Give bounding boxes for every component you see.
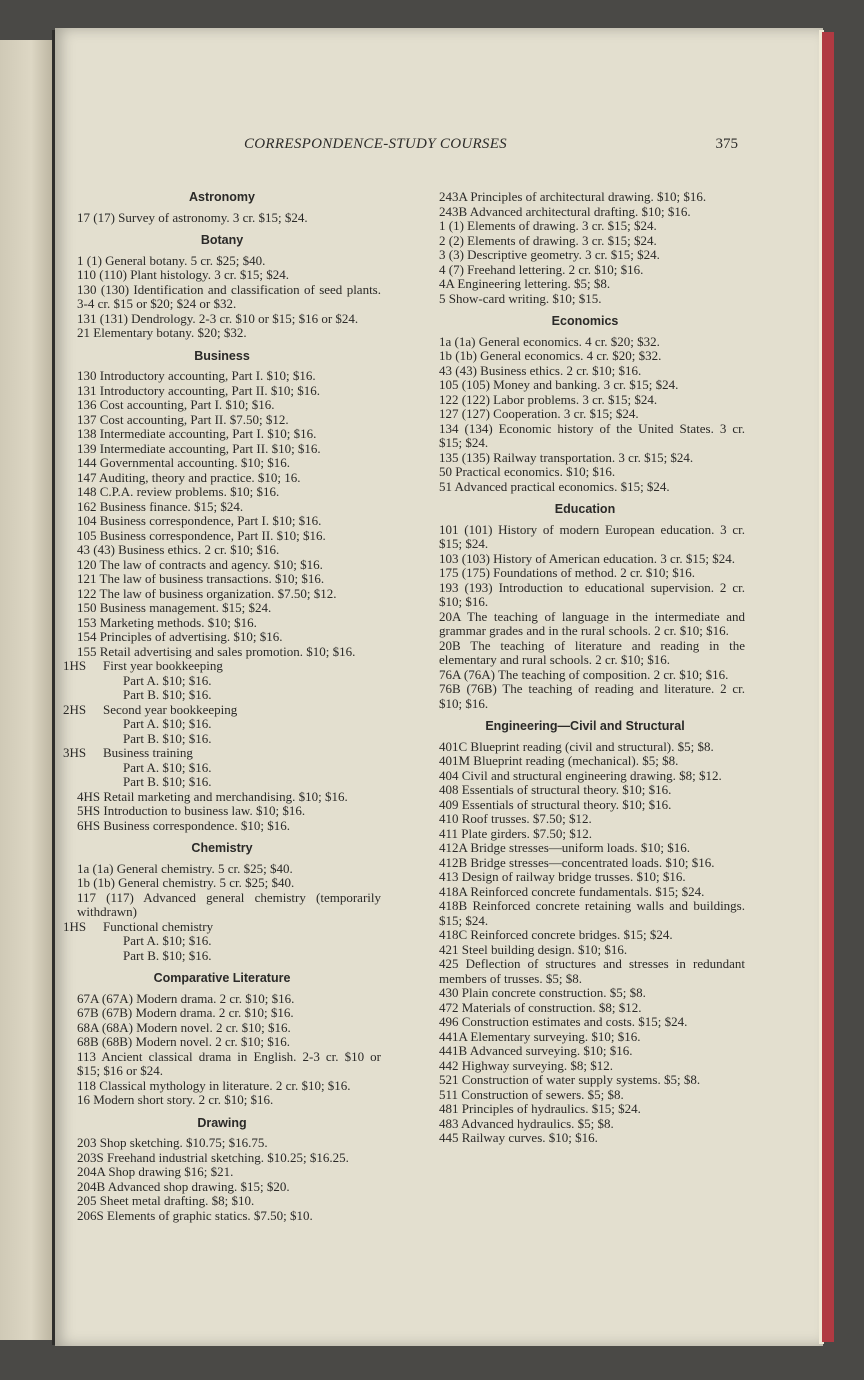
course-entry: 136 Cost accounting, Part I. $10; $16. — [77, 397, 275, 412]
course-entry: 67B (67B) Modern drama. 2 cr. $10; $16. — [77, 1005, 294, 1020]
course-entry: 76A (76A) The teaching of composition. 2 cr. $10; $16. — [439, 666, 729, 682]
course-entry: 412B Bridge stresses—concentrated loads. $10; $16. — [439, 854, 715, 870]
course-entry: 16 Modern short story. 2 cr. $10; $16. — [77, 1092, 274, 1107]
course-entry: 153 Marketing methods. $10; $16. — [77, 614, 257, 630]
course-entry: 113 Ancient classical drama in English. 2-3 cr. $10 or $15; $16 or $24. — [77, 1048, 381, 1078]
section-title-astronomy: Astronomy — [189, 190, 255, 204]
course-entry: 418B Reinforced concrete retaining walls and buildings. $15; $24. — [439, 898, 745, 928]
hs-part: Part A. $10; $16. — [123, 672, 212, 688]
course-entry: 441A Elementary surveying. $10; $16. — [439, 1028, 641, 1044]
section-title-chemistry: Chemistry — [191, 841, 253, 855]
course-entry: 4 (7) Freehand lettering. 2 cr. $10; $16. — [439, 261, 644, 277]
course-entry: 203S Freehand industrial sketching. $10.25; $16.25. — [77, 1149, 349, 1165]
course-entry: 21 Elementary botany. $20; $32. — [77, 325, 247, 340]
course-entry: 511 Construction of sewers. $5; $8. — [439, 1086, 624, 1102]
course-entry: 205 Sheet metal drafting. $8; $10. — [77, 1193, 255, 1208]
course-entry: 135 (135) Railway transportation. 3 cr. $15; $24. — [439, 449, 694, 465]
course-entry: 1 (1) General botany. 5 cr. $25; $40. — [77, 252, 266, 268]
section-title-drawing: Drawing — [197, 1115, 247, 1130]
facing-page — [0, 40, 52, 1340]
course-entry: 131 (131) Dendrology. 2-3 cr. $10 or $15; $16 or $24. — [77, 310, 359, 326]
course-entry: 401M Blueprint reading (mechanical). $5; $8. — [439, 753, 679, 768]
course-entry: 442 Highway surveying. $8; $12. — [439, 1057, 614, 1073]
course-entry: 121 The law of business transactions. $10; $16. — [77, 571, 325, 586]
course-entry: 131 Introductory accounting, Part II. $10; $16. — [77, 382, 320, 398]
course-entry: 110 (110) Plant histology. 3 cr. $15; $24. — [77, 267, 289, 282]
course-entry: 441B Advanced surveying. $10; $16. — [439, 1043, 633, 1058]
hs-title: First year bookkeeping — [103, 658, 223, 673]
hs-course — [63, 746, 381, 761]
course-entry: 1a (1a) General economics. 4 cr. $20; $32. — [439, 333, 660, 349]
course-entry: 50 Practical economics. $10; $16. — [439, 464, 616, 479]
section-title-education: Education — [554, 502, 616, 516]
course-entry: 144 Governmental accounting. $10; $16. — [77, 455, 291, 470]
course-entry: 1b (1b) General chemistry. 5 cr. $25; $40. — [77, 875, 295, 890]
course-entry: 401C Blueprint reading (civil and structural). $5; $8. — [439, 738, 714, 754]
course-entry: 43 (43) Business ethics. 2 cr. $10; $16. — [439, 362, 642, 378]
course-entry: 117 (117) Advanced general chemistry (temporarily withdrawn) — [77, 889, 381, 919]
course-entry: 101 (101) History of modern European education. 3 cr. $15; $24. — [439, 521, 745, 551]
course-entry: 243B Advanced architectural drafting. $10; $16. — [439, 203, 691, 219]
course-entry: 413 Design of railway bridge trusses. $10; $16. — [439, 869, 686, 884]
course-entry: 162 Business finance. $15; $24. — [77, 498, 244, 514]
course-entry: 122 (122) Labor problems. 3 cr. $15; $24. — [439, 391, 658, 407]
course-entry: 137 Cost accounting, Part II. $7.50; $12. — [77, 411, 289, 427]
section-title-business: Business — [194, 348, 250, 363]
course-entry: 418A Reinforced concrete fundamentals. $15; $24. — [439, 883, 705, 899]
right-column — [425, 190, 745, 1146]
hs-title: Functional chemistry — [103, 918, 214, 934]
course-entry: 67A (67A) Modern drama. 2 cr. $10; $16. — [77, 990, 295, 1006]
course-entry: 481 Principles of hydraulics. $15; $24. — [439, 1101, 641, 1116]
section-title-comparative-literature: Comparative Literature — [153, 971, 291, 985]
book-cover-edge — [822, 32, 834, 1342]
course-entry: 139 Intermediate accounting, Part II. $10; $16. — [77, 440, 321, 456]
course-entry: 445 Railway curves. $10; $16. — [439, 1130, 598, 1145]
section-title-economics: Economics — [551, 314, 619, 328]
course-entry: 1b (1b) General economics. 4 cr. $20; $32. — [439, 348, 662, 363]
course-entry: 483 Advanced hydraulics. $5; $8. — [439, 1115, 614, 1131]
course-entry: 148 C.P.A. review problems. $10; $16. — [77, 484, 280, 499]
hs-course — [63, 920, 381, 935]
course-entry: 243A Principles of architectural drawing. $10; $16. — [439, 189, 707, 204]
course-entry: 204B Advanced shop drawing. $15; $20. — [77, 1178, 290, 1194]
course-entry: 155 Retail advertising and sales promotion. $10; $16. — [77, 643, 356, 659]
course-entry: 412A Bridge stresses—uniform loads. $10; $16. — [439, 840, 690, 855]
page-number: 375 — [715, 136, 738, 152]
course-entry: 408 Essentials of structural theory. $10; $16. — [439, 782, 672, 797]
course-entry: 17 (17) Survey of astronomy. 3 cr. $15; $24. — [77, 209, 308, 225]
course-entry: 425 Deflection of structures and stresses in redundant members of trusses. $5; $8. — [439, 956, 745, 986]
hs-code: 1HS — [63, 918, 87, 934]
hs-title: Second year bookkeeping — [103, 701, 238, 717]
course-entry: 496 Construction estimates and costs. $15; $24. — [439, 1014, 688, 1029]
course-entry: 76B (76B) The teaching of reading and literature. 2 cr. $10; $16. — [439, 681, 745, 711]
course-entry: 411 Plate girders. $7.50; $12. — [439, 825, 592, 841]
course-entry: 410 Roof trusses. $7.50; $12. — [439, 811, 592, 826]
course-entry: 120 The law of contracts and agency. $10; $16. — [77, 556, 323, 572]
course-entry: 105 (105) Money and banking. 3 cr. $15; $24. — [439, 377, 679, 392]
hs-part: Part B. $10; $16. — [123, 687, 212, 702]
hs-part: Part A. $10; $16. — [123, 933, 212, 948]
course-entry: 203 Shop sketching. $10.75; $16.75. — [77, 1135, 268, 1150]
running-title: CORRESPONDENCE-STUDY COURSES — [244, 136, 507, 152]
course-entry: 134 (134) Economic history of the United States. 3 cr. $15; $24. — [439, 420, 745, 450]
course-entry: 6HS Business correspondence. $10; $16. — [77, 817, 291, 833]
course-entry: 138 Intermediate accounting, Part I. $10; $16. — [77, 426, 317, 441]
left-column — [63, 190, 381, 1223]
course-entry: 104 Business correspondence, Part I. $10; $16. — [77, 513, 322, 528]
course-entry: 122 The law of business organization. $7.50; $12. — [77, 585, 337, 601]
hs-code: 1HS — [63, 658, 87, 673]
course-entry: 20A The teaching of language in the intermediate and grammar grades and in the rural schools. 2 cr. $10; $16. — [439, 608, 745, 638]
course-entry: 150 Business management. $15; $24. — [77, 600, 272, 615]
course-entry: 20B The teaching of literature and reading in the elementary and rural schools. 2 cr. $10; $16. — [439, 637, 745, 667]
course-entry: 127 (127) Cooperation. 3 cr. $15; $24. — [439, 406, 639, 421]
hs-code: 2HS — [63, 701, 87, 717]
course-entry: 130 (130) Identification and classification of seed plants. 3-4 cr. $15 or $20; $24 or $32. — [77, 281, 381, 311]
course-entry: 147 Auditing, theory and practice. $10; 16. — [77, 469, 301, 485]
course-entry: 68A (68A) Modern novel. 2 cr. $10; $16. — [77, 1019, 291, 1035]
hs-course — [63, 703, 381, 718]
course-entry: 1 (1) Elements of drawing. 3 cr. $15; $24. — [439, 218, 657, 233]
hs-code: 3HS — [63, 745, 87, 760]
course-entry: 68B (68B) Modern novel. 2 cr. $10; $16. — [77, 1034, 291, 1049]
hs-part: Part B. $10; $16. — [123, 774, 212, 789]
hs-course — [63, 659, 381, 674]
course-entry: 118 Classical mythology in literature. 2 cr. $10; $16. — [77, 1077, 351, 1093]
course-entry: 3 (3) Descriptive geometry. 3 cr. $15; $24. — [439, 247, 660, 262]
course-entry: 154 Principles of advertising. $10; $16. — [77, 629, 283, 644]
course-entry: 472 Materials of construction. $8; $12. — [439, 999, 642, 1015]
hs-part: Part B. $10; $16. — [123, 947, 212, 963]
course-entry: 204A Shop drawing $16; $21. — [77, 1164, 234, 1179]
section-title-botany: Botany — [200, 233, 244, 247]
course-entry: 5 Show-card writing. $10; $15. — [439, 290, 602, 306]
course-entry: 430 Plain concrete construction. $5; $8. — [439, 985, 646, 1000]
course-entry: 103 (103) History of American education. 3 cr. $15; $24. — [439, 550, 736, 566]
course-entry: 521 Construction of water supply systems. $5; $8. — [439, 1072, 701, 1087]
course-entry: 2 (2) Elements of drawing. 3 cr. $15; $24. — [439, 232, 657, 248]
hs-part: Part A. $10; $16. — [123, 716, 212, 731]
course-entry: 1a (1a) General chemistry. 5 cr. $25; $40. — [77, 860, 293, 876]
course-entry: 193 (193) Introduction to educational supervision. 2 cr. $10; $16. — [439, 579, 745, 609]
course-entry: 4HS Retail marketing and merchandising. $10; $16. — [77, 788, 348, 804]
course-entry: 5HS Introduction to business law. $10; $16. — [77, 803, 306, 818]
course-entry: 421 Steel building design. $10; $16. — [439, 941, 628, 957]
hs-part: Part B. $10; $16. — [123, 730, 212, 746]
course-entry: 175 (175) Foundations of method. 2 cr. $10; $16. — [439, 565, 696, 580]
hs-title: Business training — [103, 745, 193, 760]
hs-part: Part A. $10; $16. — [123, 759, 212, 775]
course-entry: 4A Engineering lettering. $5; $8. — [439, 276, 611, 291]
course-entry: 409 Essentials of structural theory. $10; $16. — [439, 796, 672, 812]
course-entry: 130 Introductory accounting, Part I. $10; $16. — [77, 368, 316, 383]
course-entry: 105 Business correspondence, Part II. $10; $16. — [77, 527, 326, 543]
course-entry: 43 (43) Business ethics. 2 cr. $10; $16. — [77, 542, 280, 557]
course-entry: 51 Advanced practical economics. $15; $24. — [439, 478, 670, 494]
course-entry: 404 Civil and structural engineering drawing. $8; $12. — [439, 767, 722, 783]
section-title-engineering: Engineering—Civil and Structural — [485, 719, 685, 733]
course-entry: 206S Elements of graphic statics. $7.50; $10. — [77, 1207, 313, 1223]
course-entry: 418C Reinforced concrete bridges. $15; $24. — [439, 927, 673, 942]
